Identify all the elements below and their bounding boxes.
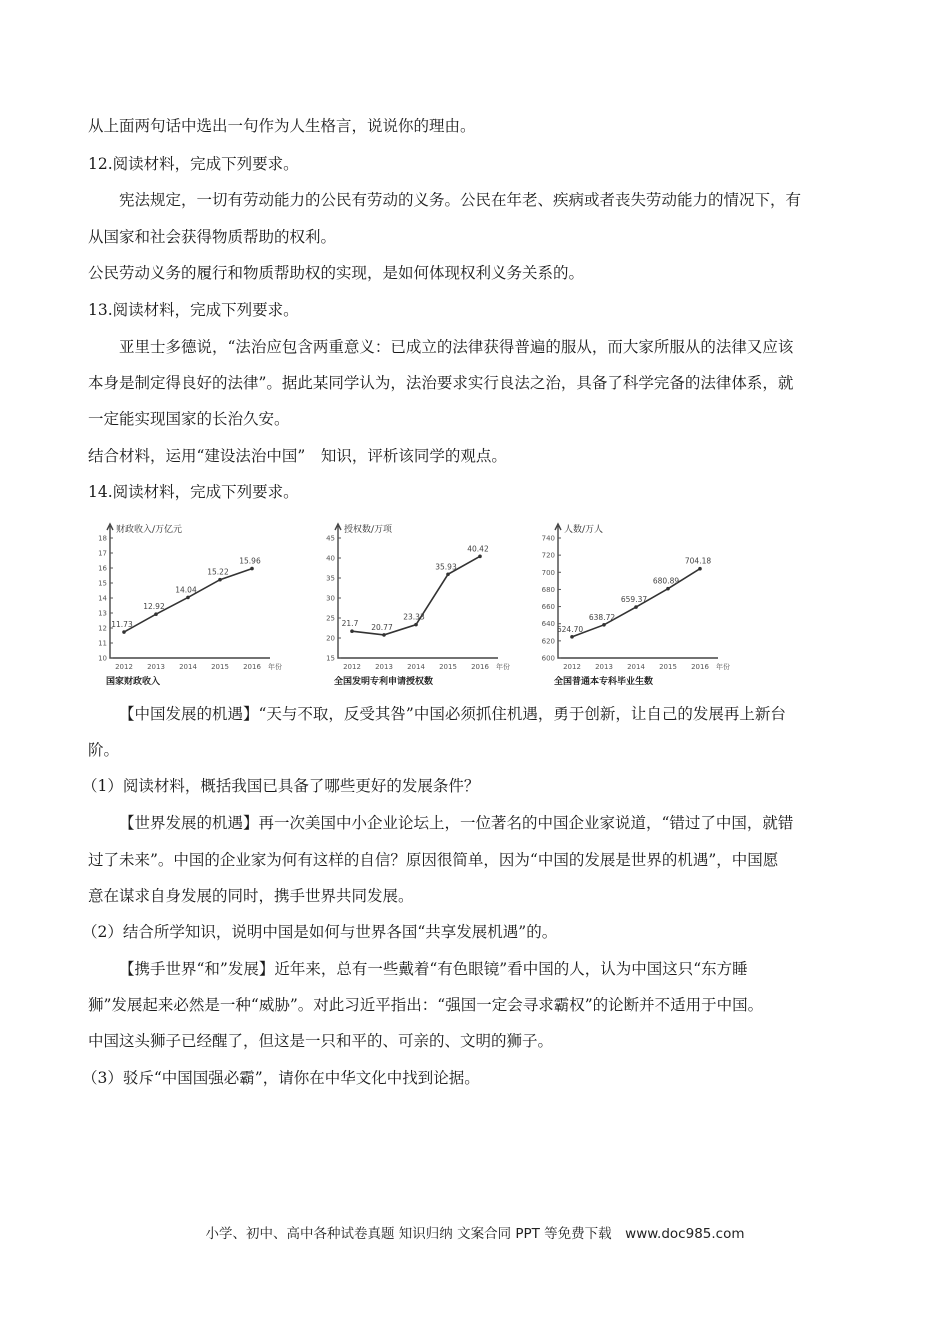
data-label: 15.96: [239, 556, 261, 566]
y-tick-label: 660: [541, 603, 555, 612]
x-tick-label: 2013: [375, 663, 393, 671]
q12-question: 公民劳动义务的履行和物质帮助权的实现，是如何体现权利义务关系的。: [88, 264, 585, 282]
q14-material-2-line-1: 【世界发展的机遇】再一次美国中小企业论坛上，一位著名的中国企业家说道，“错过了中国，就错: [119, 814, 794, 832]
x-axis-label: 年份: [716, 663, 730, 671]
chart-caption: 国家财政收入: [106, 677, 161, 687]
chart-patent-grants: [316, 512, 516, 692]
data-point: [186, 596, 190, 600]
q13-material-line-1: 亚里士多德说，“法治应包含两重意义：已成立的法律获得普遍的服从，而大家所服从的法律又应该: [119, 338, 794, 356]
data-label: 15.22: [207, 567, 229, 577]
data-point: [350, 629, 354, 633]
axis-lines: [558, 526, 718, 658]
y-tick-label: 720: [541, 551, 555, 560]
q12-heading: 12.阅读材料，完成下列要求。: [88, 155, 299, 173]
x-axis-label: 年份: [496, 663, 510, 671]
y-tick-label: 17: [98, 549, 107, 558]
x-tick-label: 2014: [407, 663, 425, 671]
q14-material-1-line-1: 【中国发展的机遇】“天与不取，反受其咎”中国必须抓住机遇，勇于创新，让自己的发展再上新台: [119, 705, 786, 723]
data-point: [570, 635, 574, 639]
q13-material-line-3: 一定能实现国家的长治久安。: [88, 410, 290, 428]
y-tick-label: 10: [98, 654, 107, 663]
q14-material-3-line-2: 狮”发展起来必然是一种“威胁”。对此习近平指出：“强国一定会寻求霸权”的论断并不适用于中国。: [88, 996, 764, 1014]
y-unit-label: 财政收入/万亿元: [116, 525, 183, 535]
data-label: 23.33: [403, 612, 425, 622]
x-axis-label: 年份: [268, 663, 282, 671]
q12-material-line-1: 宪法规定，一切有劳动能力的公民有劳动的义务。公民在年老、疾病或者丧失劳动能力的情况下，有: [119, 191, 802, 209]
data-point: [154, 612, 158, 616]
data-point: [602, 623, 606, 627]
x-tick-label: 2012: [563, 663, 581, 671]
y-tick-label: 13: [98, 609, 107, 618]
data-label: 638.72: [588, 612, 616, 622]
q14-sub-question-2: （2）结合所学知识，说明中国是如何与世界各国“共享发展机遇”的。: [82, 923, 558, 941]
q14-heading: 14.阅读材料，完成下列要求。: [88, 483, 299, 501]
y-tick-label: 700: [541, 568, 555, 577]
q13-heading: 13.阅读材料，完成下列要求。: [88, 301, 299, 319]
data-point: [446, 572, 450, 576]
data-point: [634, 605, 638, 609]
y-tick-label: 30: [326, 594, 335, 603]
y-tick-label: 600: [541, 654, 555, 663]
q14-material-1-line-2: 阶。: [88, 741, 120, 759]
y-tick-label: 18: [98, 534, 107, 543]
data-label: 21.7: [341, 619, 359, 629]
y-tick-label: 15: [326, 654, 335, 663]
data-point: [122, 630, 126, 634]
chart-caption: 全国普通本专科毕业生数: [554, 677, 654, 687]
data-label: 12.92: [143, 602, 165, 612]
data-point: [382, 633, 386, 637]
q13-question: 结合材料，运用“建设法治中国” 知识，评析该同学的观点。: [88, 447, 507, 465]
chart-graduates: [536, 512, 736, 692]
q11-instruction: 从上面两句话中选出一句作为人生格言，说说你的理由。: [88, 117, 476, 135]
x-tick-label: 2013: [595, 663, 613, 671]
x-tick-label: 2012: [343, 663, 361, 671]
y-tick-label: 20: [326, 634, 335, 643]
y-tick-label: 40: [326, 554, 335, 563]
q12-material-line-2: 从国家和社会获得物质帮助的权利。: [88, 228, 337, 246]
y-tick-label: 740: [541, 534, 555, 543]
y-tick-label: 12: [98, 624, 107, 633]
q14-material-3-line-3: 中国这头狮子已经醒了，但这是一只和平的、可亲的、文明的狮子。: [88, 1032, 554, 1050]
x-tick-label: 2014: [179, 663, 197, 671]
q13-material-line-2: 本身是制定得良好的法律”。据此某同学认为，法治要求实行良法之治，具备了科学完备的法律体系，就: [88, 374, 794, 392]
x-tick-label: 2016: [471, 663, 489, 671]
x-tick-label: 2015: [439, 663, 457, 671]
data-point: [478, 555, 482, 559]
q14-material-3-line-1: 【携手世界“和”发展】近年来，总有一些戴着“有色眼镜”看中国的人，认为中国这只“东方睡: [119, 960, 748, 978]
data-label: 40.42: [467, 544, 489, 554]
data-point: [250, 567, 254, 571]
data-point: [414, 623, 418, 627]
page-footer: 小学、初中、高中各种试卷真题 知识归纳 文案合同 PPT 等免费下载 www.doc985.com: [205, 1226, 745, 1242]
y-tick-label: 15: [98, 579, 107, 588]
data-label: 11.73: [111, 620, 133, 630]
q14-material-2-line-2: 过了未来”。中国的企业家为何有这样的自信？原因很简单，因为“中国的发展是世界的机遇”，中国愿: [88, 851, 779, 869]
data-label: 35.93: [435, 562, 457, 572]
charts-row: [88, 512, 788, 692]
chart-fiscal-revenue: [88, 512, 288, 692]
y-tick-label: 25: [326, 614, 335, 623]
data-point: [666, 587, 670, 591]
y-tick-label: 35: [326, 574, 335, 583]
y-unit-label: 人数/万人: [564, 525, 604, 535]
x-tick-label: 2014: [627, 663, 645, 671]
x-tick-label: 2013: [147, 663, 165, 671]
series-line: [124, 569, 252, 632]
x-tick-label: 2016: [691, 663, 709, 671]
y-tick-label: 11: [98, 639, 107, 648]
q14-material-2-line-3: 意在谋求自身发展的同时，携手世界共同发展。: [88, 887, 414, 905]
y-tick-label: 620: [541, 637, 555, 646]
q14-sub-question-1: （1）阅读材料，概括我国已具备了哪些更好的发展条件？: [82, 777, 480, 795]
data-label: 624.70: [556, 624, 584, 634]
q14-sub-question-3: （3）驳斥“中国国强必霸”，请你在中华文化中找到论据。: [82, 1069, 480, 1087]
y-tick-label: 14: [98, 594, 107, 603]
x-tick-label: 2015: [659, 663, 677, 671]
x-tick-label: 2016: [243, 663, 261, 671]
data-label: 659.37: [620, 595, 648, 605]
y-tick-label: 16: [98, 564, 107, 573]
data-point: [698, 567, 702, 571]
data-point: [218, 578, 222, 582]
data-label: 20.77: [371, 622, 393, 632]
data-label: 14.04: [175, 585, 197, 595]
chart-caption: 全国发明专利申请授权数: [334, 677, 434, 687]
x-tick-label: 2012: [115, 663, 133, 671]
y-tick-label: 640: [541, 620, 555, 629]
data-label: 704.18: [684, 556, 712, 566]
y-unit-label: 授权数/万项: [344, 525, 393, 535]
y-tick-label: 680: [541, 585, 555, 594]
y-tick-label: 45: [326, 534, 335, 543]
x-tick-label: 2015: [211, 663, 229, 671]
data-label: 680.89: [652, 576, 680, 586]
